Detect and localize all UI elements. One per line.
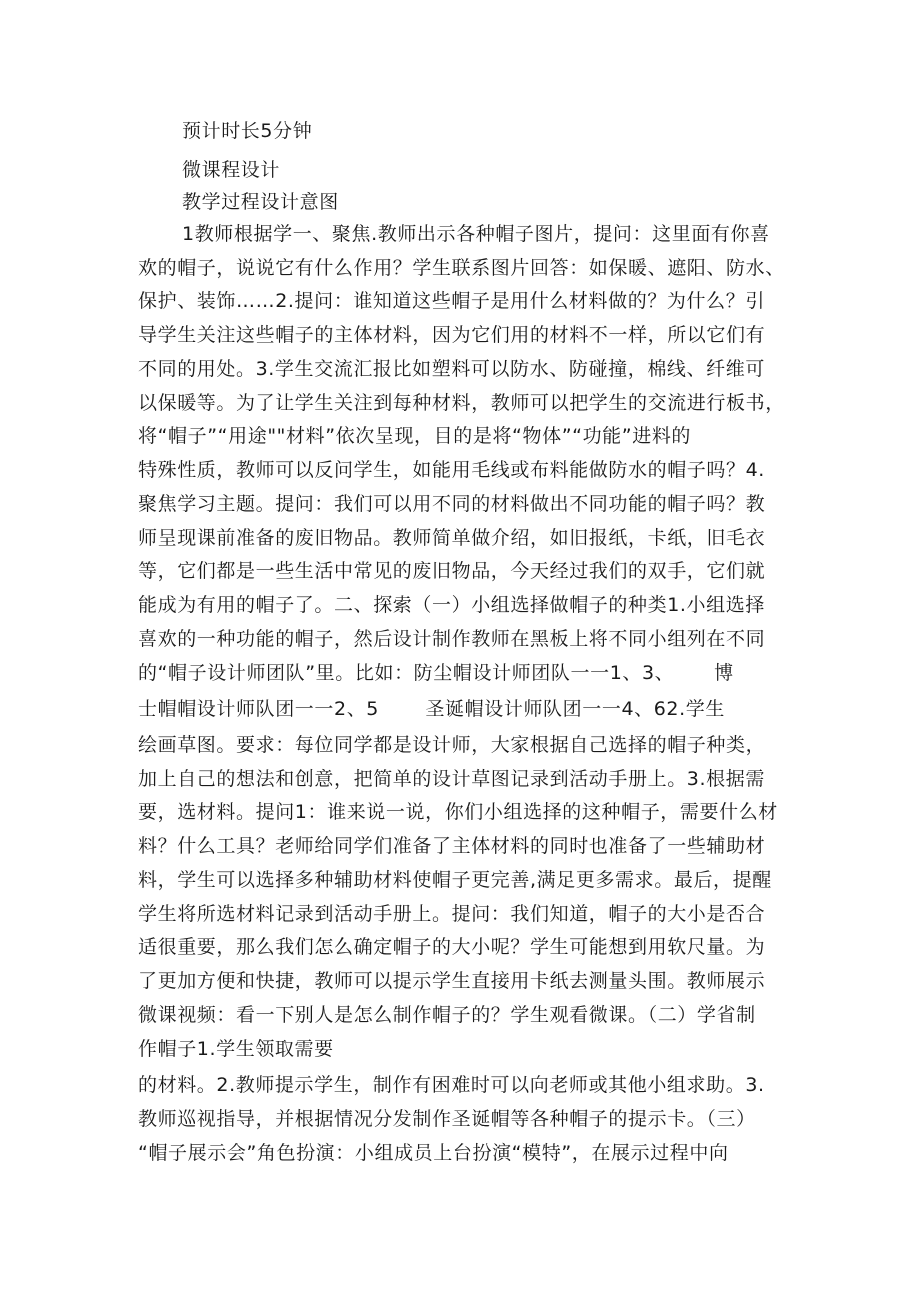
duration-line: 预计时长5分钟 [182, 120, 313, 142]
body-line: 加上自己的想法和创意，把简单的设计草图记录到活动手册上。3.根据需 [138, 768, 765, 790]
body-line: 师呈现课前准备的废旧物品。教师简单做介绍，如旧报纸，卡纸，旧毛衣 [138, 527, 766, 549]
body-line: 适很重要，那么我们怎么确定帽子的大小呢？学生可能想到用软尺量。为 [138, 936, 766, 958]
body-line: 以保暖等。为了让学生关注到每种材料，教师可以把学生的交流进行板书， [138, 392, 785, 414]
section-subtitle: 教学过程设计意图 [182, 191, 339, 213]
body-line: 1教师根据学一、聚焦.教师出示各种帽子图片，提问：这里面有你喜 [182, 223, 770, 245]
body-line: 保护、装饰……2.提问：谁知道这些帽子是用什么材料做的？为什么？引 [138, 290, 765, 312]
body-line: 士帽帽设计师队团一一2、5 圣诞帽设计师队团一一4、62.学生 [138, 698, 725, 720]
body-line: 将“帽子”“用途""材料”依次呈现，目的是将“物体”“功能”进料的 [138, 425, 692, 447]
body-line: 聚焦学习主题。提问：我们可以用不同的材料做出不同功能的帽子吗？教 [138, 493, 766, 515]
body-line: “帽子展示会”角色扮演：小组成员上台扮演“模特”，在展示过程中向 [138, 1142, 729, 1164]
body-line: 欢的帽子，说说它有什么作用？学生联系图片回答：如保暖、遮阳、防水、 [138, 257, 785, 279]
body-line: 特殊性质，教师可以反问学生，如能用毛线或布料能做防水的帽子吗？4. [138, 459, 765, 481]
body-line: 料？什么工具？老师给同学们准备了主体材料的同时也准备了一些辅助材 [138, 835, 766, 857]
section-title: 微课程设计 [182, 159, 281, 181]
body-line: 不同的用处。3.学生交流汇报比如塑料可以防水、防碰撞，棉线、纤维可 [138, 358, 765, 380]
body-line: 的“帽子设计师团队”里。比如：防尘帽设计师团队一一1、3、 博 [138, 662, 734, 684]
body-line: 学生将所选材料记录到活动手册上。提问：我们知道，帽子的大小是否合 [138, 903, 766, 925]
body-line: 作帽子1.学生领取需要 [138, 1038, 334, 1060]
body-line: 教师巡视指导，并根据情况分发制作圣诞帽等各种帽子的提示卡。（三） [138, 1108, 756, 1130]
body-line: 等，它们都是一些生活中常见的废旧物品，今天经过我们的双手，它们就 [138, 560, 766, 582]
body-line: 料，学生可以选择多种辅助材料使帽子更完善,满足更多需求。最后，提醒 [138, 869, 772, 891]
body-line: 能成为有用的帽子了。二、探索（一）小组选择做帽子的种类1.小组选择 [138, 594, 765, 616]
body-line: 的材料。2.教师提示学生，制作有困难时可以向老师或其他小组求助。3. [138, 1074, 765, 1096]
body-line: 导学生关注这些帽子的主体材料，因为它们用的材料不一样，所以它们有 [138, 324, 766, 346]
body-line: 绘画草图。要求：每位同学都是设计师，大家根据自己选择的帽子种类， [138, 734, 766, 756]
body-line: 微课视频：看一下别人是怎么制作帽子的？学生观看微课。（二）学省制 [138, 1004, 756, 1026]
body-line: 喜欢的一种功能的帽子，然后设计制作教师在黑板上将不同小组列在不同 [138, 628, 766, 650]
body-line: 了更加方便和快捷，教师可以提示学生直接用卡纸去测量头围。教师展示 [138, 970, 766, 992]
body-line: 要，选材料。提问1：谁来说一说，你们小组选择的这种帽子，需要什么材 [138, 801, 778, 823]
